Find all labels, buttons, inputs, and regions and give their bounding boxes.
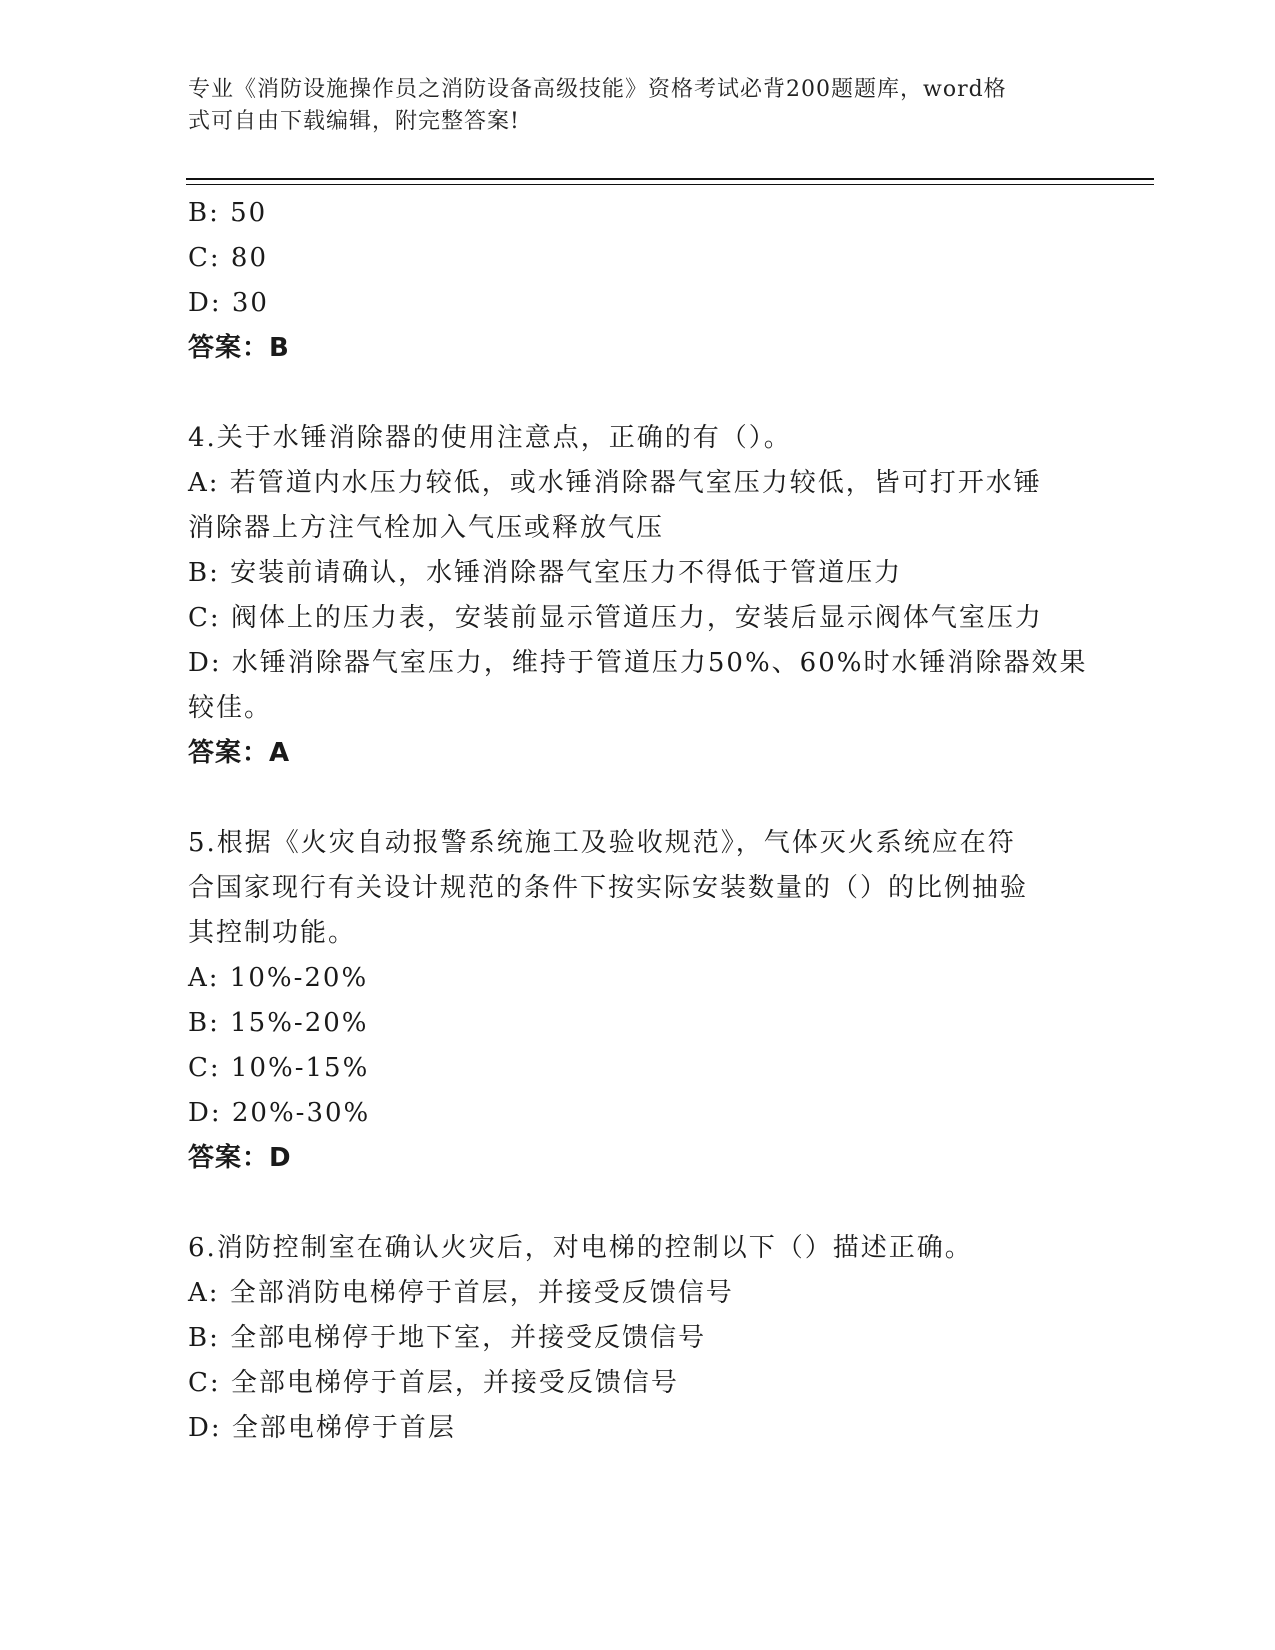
question-5 <box>188 821 1088 1181</box>
document-header <box>188 74 1068 138</box>
spacer <box>188 371 1088 416</box>
question-3-tail <box>188 191 1088 371</box>
spacer <box>188 776 1088 821</box>
q4-option-b: B: 安装前请确认，水锤消除器气室压力不得低于管道压力 <box>188 558 903 588</box>
q4-option-d-cont: 较佳。 <box>188 693 273 723</box>
q6-option-a: A: 全部消防电梯停于首层，并接受反馈信号 <box>188 1278 734 1308</box>
q3-answer: 答案：B <box>188 333 290 363</box>
q3-option-b: B: 50 <box>188 198 268 228</box>
q5-stem: 5.根据《火灾自动报警系统施工及验收规范》，气体灭火系统应在符 <box>188 828 1016 858</box>
q5-answer: 答案：D <box>188 1143 292 1173</box>
document-body <box>188 191 1088 1451</box>
q4-option-a-cont: 消除器上方注气栓加入气压或释放气压 <box>188 513 665 543</box>
q6-option-d: D: 全部电梯停于首层 <box>188 1413 456 1443</box>
q5-stem-cont-2: 其控制功能。 <box>188 918 357 948</box>
q4-option-a: A: 若管道内水压力较低，或水锤消除器气室压力较低，皆可打开水锤 <box>188 468 1042 498</box>
header-divider-thin <box>186 184 1154 185</box>
q4-option-c: C: 阀体上的压力表，安装前显示管道压力，安装后显示阀体气室压力 <box>188 603 1043 633</box>
q5-stem-cont: 合国家现行有关设计规范的条件下按实际安装数量的（）的比例抽验 <box>188 873 1029 903</box>
q3-option-d: D: 30 <box>188 288 269 318</box>
q4-answer: 答案：A <box>188 738 291 768</box>
question-6 <box>188 1226 1088 1451</box>
q5-option-c: C: 10%-15% <box>188 1053 370 1083</box>
q6-option-c: C: 全部电梯停于首层，并接受反馈信号 <box>188 1368 679 1398</box>
header-divider-thick <box>186 178 1154 180</box>
q6-stem: 6.消防控制室在确认火灾后，对电梯的控制以下（）描述正确。 <box>188 1233 973 1263</box>
q5-option-d: D: 20%-30% <box>188 1098 371 1128</box>
q4-stem: 4.关于水锤消除器的使用注意点，正确的有（）。 <box>188 423 792 453</box>
header-title-line-2: 式可自由下载编辑，附完整答案! <box>188 109 520 134</box>
q6-option-b: B: 全部电梯停于地下室，并接受反馈信号 <box>188 1323 707 1353</box>
q5-option-a: A: 10%-20% <box>188 963 369 993</box>
q5-option-b: B: 15%-20% <box>188 1008 369 1038</box>
q3-option-c: C: 80 <box>188 243 269 273</box>
q4-option-d: D: 水锤消除器气室压力，维持于管道压力50%、60%时水锤消除器效果 <box>188 648 1088 678</box>
header-title-line-1: 专业《消防设施操作员之消防设备高级技能》资格考试必背200题题库，word格 <box>188 77 1007 102</box>
question-4 <box>188 416 1088 776</box>
spacer <box>188 1181 1088 1226</box>
